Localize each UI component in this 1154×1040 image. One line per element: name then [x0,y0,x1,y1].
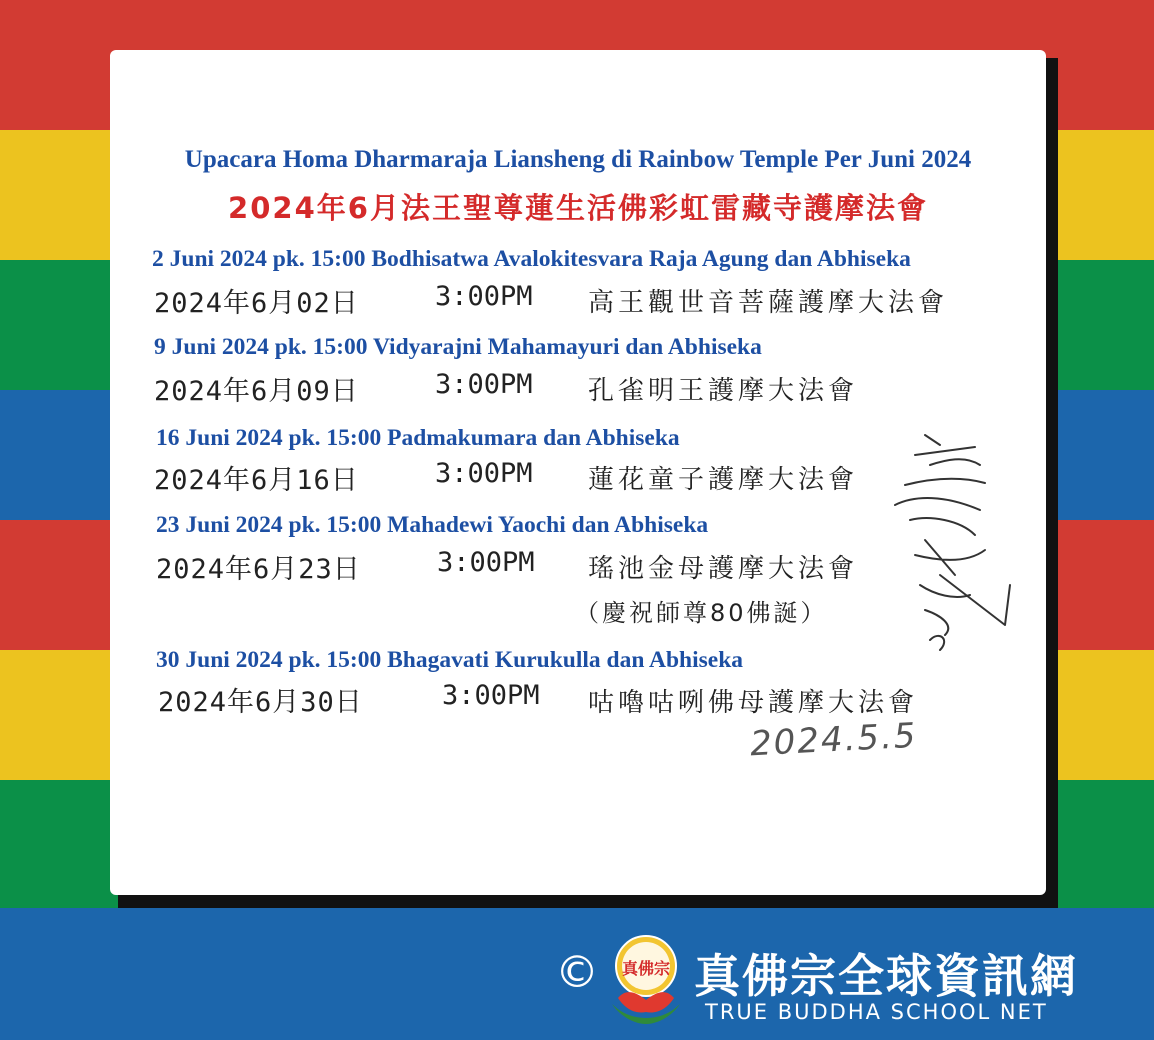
svg-text:真佛宗: 真佛宗 [621,959,671,978]
event-time: 3:00PM [437,547,535,578]
event-title: 9 Juni 2024 pk. 15:00 Vidyarajni Mahamayuri dan Abhiseka [154,334,762,360]
event-title: 23 Juni 2024 pk. 15:00 Mahadewi Yaochi dan Abhiseka [156,512,709,538]
handwritten-date: 2024.5.5 [749,715,919,765]
event-date: 2024年6月23日 [156,554,361,585]
event-title: 16 Juni 2024 pk. 15:00 Padmakumara dan Abhiseka [156,425,680,451]
event-chinese-name: 蓮花童子護摩大法會 [588,465,859,495]
event-date: 2024年6月09日 [154,376,359,407]
event-chinese-name: 咕嚕咕咧佛母護摩大法會 [588,688,919,718]
event-chinese-name: 瑤池金母護摩大法會 [588,554,859,584]
event-date: 2024年6月30日 [158,687,363,718]
brand-chinese: 真佛宗全球資訊網 [694,949,1078,1003]
event-note: （慶祝師尊80佛誕） [575,599,828,627]
event-chinese-name: 高王觀世音菩薩護摩大法會 [588,288,949,318]
event-time: 3:00PM [435,281,533,312]
event-date: 2024年6月16日 [154,465,359,496]
event-time: 3:00PM [435,369,533,400]
event-chinese-name: 孔雀明王護摩大法會 [588,376,859,406]
event-title: 30 Juni 2024 pk. 15:00 Bhagavati Kurukulla dan Abhiseka [156,647,744,673]
tbs-lotus-logo [606,928,686,1028]
title-chinese: 2024年6月法王聖尊蓮生活佛彩虹雷藏寺護摩法會 [228,191,928,225]
event-time: 3:00PM [435,458,533,489]
event-time: 3:00PM [442,680,540,711]
brand-english: TRUE BUDDHA SCHOOL NET [705,1000,1048,1024]
signature-scribble [885,425,1025,675]
schedule-card [110,50,1046,895]
copyright-symbol: © [555,947,599,998]
event-date: 2024年6月02日 [154,288,359,319]
event-title: 2 Juni 2024 pk. 15:00 Bodhisatwa Avalokitesvara Raja Agung dan Abhiseka [152,246,911,272]
title-indonesian: Upacara Homa Dharmaraja Liansheng di Rainbow Temple Per Juni 2024 [184,146,972,173]
